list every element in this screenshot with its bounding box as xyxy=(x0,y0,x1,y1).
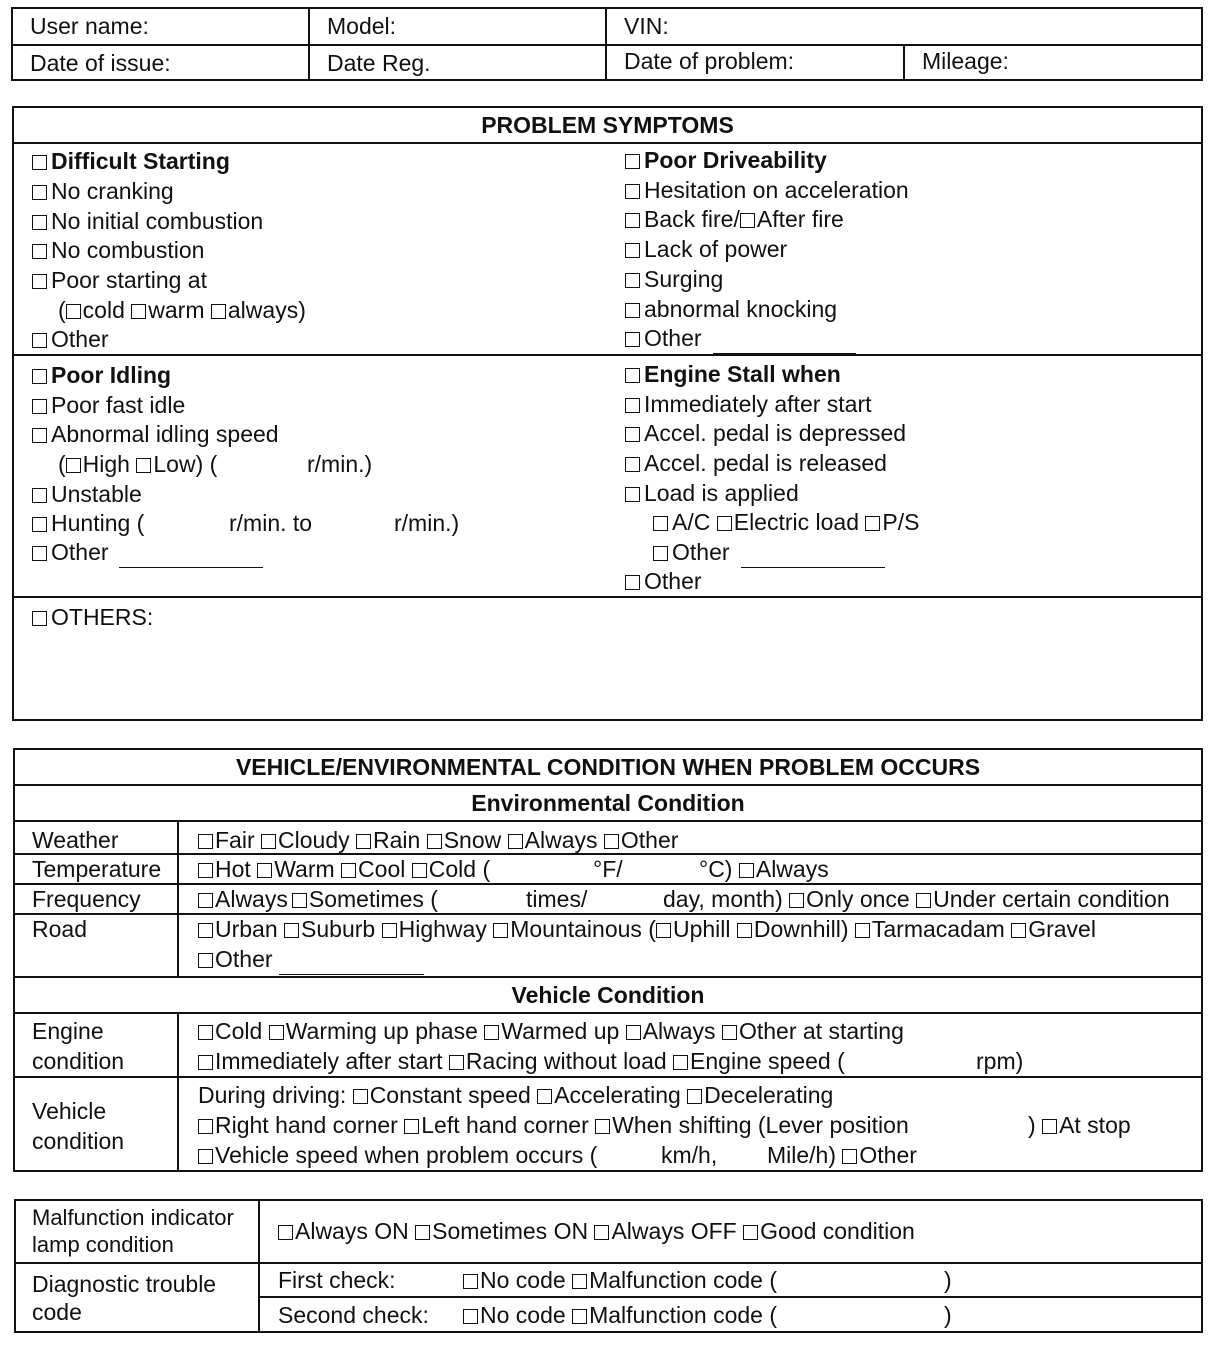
checkbox-icon xyxy=(653,546,668,561)
checkbox-label: Always xyxy=(642,1018,716,1044)
second-malfunction-code-checkbox[interactable] xyxy=(572,1309,587,1324)
poor-fast-idle-checkbox[interactable] xyxy=(32,394,185,417)
engine-racing-checkbox[interactable] xyxy=(449,1055,464,1070)
engine-stall-checkbox[interactable] xyxy=(625,363,841,386)
symptoms-title: PROBLEM SYMPTOMS xyxy=(481,112,734,138)
temperature-label: Temperature xyxy=(32,856,162,882)
checkbox-label: Cloudy xyxy=(278,827,350,853)
engine-rpm-unit: rpm) xyxy=(976,1048,1024,1074)
checkbox-label: Constant speed xyxy=(369,1082,531,1108)
checkbox-label: Engine speed ( xyxy=(690,1048,845,1074)
mil-label-1: Malfunction indicator xyxy=(32,1205,234,1230)
temp-always-checkbox[interactable] xyxy=(739,863,754,878)
checkbox-icon xyxy=(32,244,47,259)
checkbox-label: Under certain condition xyxy=(933,886,1170,912)
idle-high-low-row xyxy=(58,453,217,476)
checkbox-label: Other xyxy=(859,1142,917,1168)
checkbox-icon xyxy=(32,546,47,561)
other-underline[interactable] xyxy=(713,353,856,354)
checkbox-label: Sometimes ( xyxy=(308,886,438,912)
warm-checkbox[interactable] xyxy=(131,304,146,319)
checkbox-label: Accelerating xyxy=(554,1082,681,1108)
checkbox-label: Racing without load xyxy=(465,1048,667,1074)
freq-day-month-row xyxy=(663,888,1170,911)
divider xyxy=(903,44,905,81)
checkbox-label: Gravel xyxy=(1028,916,1096,942)
hunting-rmin-to: r/min. to xyxy=(229,510,313,536)
checkbox-label: A/C xyxy=(672,509,711,535)
freq-under-certain-checkbox[interactable] xyxy=(916,893,931,908)
right-corner-checkbox[interactable] xyxy=(198,1119,213,1134)
constant-speed-checkbox[interactable] xyxy=(353,1089,368,1104)
checkbox-label: Sometimes ON xyxy=(432,1218,589,1244)
checkbox-label: Downhill) xyxy=(753,916,849,942)
engine-always-checkbox[interactable] xyxy=(626,1025,641,1040)
checkbox-label: Decelerating xyxy=(704,1082,834,1108)
left-corner-checkbox[interactable] xyxy=(404,1119,419,1134)
back-fire-checkbox[interactable] xyxy=(625,213,640,228)
second-check-label: Second check: xyxy=(278,1302,429,1328)
checkbox-label: Cold xyxy=(215,1018,263,1044)
checkbox-label: Surging xyxy=(644,266,724,292)
vehicle-other-checkbox[interactable] xyxy=(842,1149,857,1164)
checkbox-label: Low) ( xyxy=(153,451,218,477)
checkbox-label: Other xyxy=(644,325,702,351)
back-fire-row xyxy=(625,208,844,231)
checkbox-icon xyxy=(32,517,47,532)
frequency-label: Frequency xyxy=(32,886,141,912)
checkbox-label: Cool xyxy=(358,856,406,882)
freq-times: times/ xyxy=(526,886,588,912)
poor-idling-checkbox[interactable] xyxy=(32,364,171,387)
temp-cool-checkbox[interactable] xyxy=(341,863,356,878)
divider xyxy=(14,1262,1203,1264)
model-field[interactable]: Model: xyxy=(327,13,397,39)
divider xyxy=(13,1076,1203,1078)
engine-options-row-1 xyxy=(198,1020,904,1043)
electric-load-checkbox[interactable] xyxy=(717,516,732,531)
checkbox-label: Good condition xyxy=(760,1218,915,1244)
checkbox-icon xyxy=(625,184,640,199)
engine-after-start-checkbox[interactable] xyxy=(198,1055,213,1070)
accel-released-checkbox[interactable] xyxy=(625,452,887,475)
temp-warm-checkbox[interactable] xyxy=(257,863,272,878)
paren: ( xyxy=(58,451,66,477)
vin-field[interactable]: VIN: xyxy=(624,13,669,39)
divider xyxy=(258,1199,260,1333)
vehicle-condition-label-2: condition xyxy=(32,1128,125,1154)
hesitation-checkbox[interactable] xyxy=(625,179,909,202)
hunting-rmin-end: r/min.) xyxy=(394,510,460,536)
checkbox-label: High xyxy=(82,451,130,477)
checkbox-label: Right hand corner xyxy=(215,1112,398,1138)
shift-close-paren: ) xyxy=(1028,1112,1036,1138)
road-uphill-checkbox[interactable] xyxy=(656,923,671,938)
checkbox-icon xyxy=(32,369,47,384)
mileh-row xyxy=(767,1144,917,1167)
lack-of-power-checkbox[interactable] xyxy=(625,238,787,261)
mileh-unit: Mile/h) xyxy=(767,1142,837,1168)
conditions-title: VEHICLE/ENVIRONMENTAL CONDITION WHEN PROBLEM OCCURS xyxy=(235,754,981,780)
weather-other-checkbox[interactable] xyxy=(604,834,619,849)
accel-depressed-checkbox[interactable] xyxy=(625,422,906,445)
checkbox-label: Always xyxy=(755,856,829,882)
divider xyxy=(13,784,1203,786)
first-close-paren: ) xyxy=(944,1267,952,1293)
checkbox-label: Warm xyxy=(274,856,335,882)
checkbox-label: Vehicle speed when problem occurs ( xyxy=(215,1142,598,1168)
checkbox-label: Other xyxy=(51,326,109,352)
no-combustion-checkbox[interactable] xyxy=(32,239,204,262)
checkbox-label: Suburb xyxy=(301,916,376,942)
stall-after-start-checkbox[interactable] xyxy=(625,393,872,416)
second-close-paren: ) xyxy=(944,1302,952,1328)
mil-options xyxy=(278,1220,915,1243)
road-gravel-checkbox[interactable] xyxy=(1011,923,1026,938)
temperature-options xyxy=(198,858,490,881)
checkbox-icon xyxy=(32,611,47,626)
checkbox-icon xyxy=(625,487,640,502)
checkbox-label: Immediately after start xyxy=(644,391,872,417)
idle-rpm-unit: r/min.) xyxy=(307,451,373,477)
dtc-label-2: code xyxy=(32,1299,82,1325)
vehicle-condition-label-1: Vehicle xyxy=(32,1098,107,1124)
freq-sometimes-checkbox[interactable] xyxy=(292,893,307,908)
checkbox-icon xyxy=(32,155,47,170)
good-condition-checkbox[interactable] xyxy=(743,1225,758,1240)
checkbox-label: Malfunction code ( xyxy=(589,1267,777,1293)
engine-condition-label-2: condition xyxy=(32,1048,125,1074)
poor-idling-heading: Poor Idling xyxy=(51,362,172,388)
poor-starting-options xyxy=(58,299,306,322)
first-check-options xyxy=(463,1269,777,1292)
paren: ( xyxy=(58,297,66,323)
checkbox-label: Lack of power xyxy=(644,236,788,262)
divider xyxy=(177,820,179,976)
engine-stall-heading: Engine Stall when xyxy=(644,361,841,387)
checkbox-label: Left hand corner xyxy=(421,1112,589,1138)
other-underline[interactable] xyxy=(279,974,424,975)
checkbox-icon xyxy=(198,1149,213,1164)
checkbox-label: Uphill xyxy=(672,916,731,942)
checkbox-label: Accel. pedal is depressed xyxy=(644,420,907,446)
divider xyxy=(12,596,1203,598)
divider xyxy=(177,1012,179,1172)
difficult-starting-checkbox[interactable] xyxy=(32,150,230,173)
date-of-issue-field[interactable]: Date of issue: xyxy=(30,50,171,76)
checkbox-label: Electric load xyxy=(733,509,860,535)
load-applied-checkbox[interactable] xyxy=(625,482,799,505)
no-initial-combustion-checkbox[interactable] xyxy=(32,210,263,233)
checkbox-label: Poor starting at xyxy=(51,267,207,293)
checkbox-label: Tarmacadam xyxy=(871,916,1005,942)
divider xyxy=(258,1296,1203,1298)
checkbox-label: Urban xyxy=(215,916,278,942)
checkbox-icon xyxy=(625,427,640,442)
checkbox-label: Immediately after start xyxy=(215,1048,443,1074)
engine-options-row-2 xyxy=(198,1050,845,1073)
checkbox-label: Fair xyxy=(215,827,255,853)
checkbox-label: Other xyxy=(620,827,679,853)
stall-other-checkbox[interactable] xyxy=(625,570,702,593)
divider xyxy=(13,976,1203,978)
engine-other-checkbox[interactable] xyxy=(722,1025,737,1040)
checkbox-label: No cranking xyxy=(51,178,174,204)
checkbox-icon xyxy=(32,333,47,348)
checkbox-icon xyxy=(625,368,640,383)
checkbox-icon xyxy=(32,399,47,414)
engine-condition-label-1: Engine xyxy=(32,1018,104,1044)
poor-starting-checkbox[interactable] xyxy=(32,269,207,292)
other-underline[interactable] xyxy=(119,567,263,568)
shift-close-row xyxy=(1028,1114,1131,1137)
mil-label-2: lamp condition xyxy=(32,1232,174,1257)
other-underline[interactable] xyxy=(741,567,885,568)
road-options xyxy=(198,918,1096,941)
dtc-label-1: Diagnostic trouble xyxy=(32,1271,217,1297)
checkbox-label: Always xyxy=(524,827,598,853)
divider xyxy=(11,44,1203,46)
checkbox-label: When shifting (Lever position xyxy=(612,1112,909,1138)
date-reg-field[interactable]: Date Reg. xyxy=(327,50,431,76)
checkbox-label: Other xyxy=(215,946,273,972)
checkbox-label: Hot xyxy=(215,856,251,882)
weather-options xyxy=(198,829,678,852)
checkbox-label: No code xyxy=(480,1267,566,1293)
checkbox-label: Hunting ( xyxy=(51,510,145,536)
checkbox-label: Accel. pedal is released xyxy=(644,450,887,476)
accelerating-checkbox[interactable] xyxy=(537,1089,552,1104)
poor-driveability-heading: Poor Driveability xyxy=(644,147,827,173)
abnormal-idling-checkbox[interactable] xyxy=(32,423,279,446)
vehicle-speed-checkbox[interactable] xyxy=(198,1144,597,1167)
checkbox-label: Always xyxy=(215,886,288,912)
checkbox-label: always xyxy=(227,297,299,323)
checkbox-icon xyxy=(625,575,640,590)
checkbox-label: abnormal knocking xyxy=(644,296,838,322)
first-malfunction-code-checkbox[interactable] xyxy=(572,1274,587,1289)
checkbox-label: P/S xyxy=(882,509,920,535)
engine-cold-checkbox[interactable] xyxy=(198,1025,213,1040)
paren: ) xyxy=(298,297,306,323)
difficult-starting-heading: Difficult Starting xyxy=(51,148,230,174)
checkbox-label: Highway xyxy=(398,916,487,942)
checkbox-label: Cold ( xyxy=(428,856,491,882)
load-type-row xyxy=(653,511,919,534)
poor-driveability-checkbox[interactable] xyxy=(625,149,827,172)
road-urban-checkbox[interactable] xyxy=(198,923,213,938)
checkbox-label: No initial combustion xyxy=(51,208,264,234)
checkbox-label: Hesitation on acceleration xyxy=(644,177,909,203)
freq-day-month: day, month) xyxy=(663,886,783,912)
environmental-title: Environmental Condition xyxy=(471,790,745,816)
weather-cloudy-checkbox[interactable] xyxy=(261,834,276,849)
checkbox-icon xyxy=(32,428,47,443)
divider xyxy=(13,853,1203,855)
ps-checkbox[interactable] xyxy=(865,516,880,531)
checkbox-label: Back fire/ xyxy=(644,206,740,232)
checkbox-label: Rain xyxy=(373,827,421,853)
load-other-checkbox[interactable] xyxy=(653,541,730,564)
sometimes-on-checkbox[interactable] xyxy=(415,1225,430,1240)
starting-other-checkbox[interactable] xyxy=(32,328,109,351)
checkbox-label: Always ON xyxy=(295,1218,409,1244)
checkbox-label: cold xyxy=(82,297,125,323)
vehicle-options-row-1 xyxy=(198,1084,833,1107)
first-check-label: First check: xyxy=(278,1267,396,1293)
second-check-options xyxy=(463,1304,777,1327)
road-other-checkbox[interactable] xyxy=(198,948,273,971)
checkbox-label: No code xyxy=(480,1302,566,1328)
engine-warming-up-checkbox[interactable] xyxy=(269,1025,284,1040)
checkbox-label: Other xyxy=(51,539,109,565)
checkbox-icon xyxy=(625,398,640,413)
cold-checkbox[interactable] xyxy=(66,304,81,319)
checkbox-label: No combustion xyxy=(51,237,205,263)
divider xyxy=(13,820,1203,822)
freq-only-once-checkbox[interactable] xyxy=(789,893,804,908)
always-checkbox[interactable] xyxy=(211,304,226,319)
no-cranking-checkbox[interactable] xyxy=(32,180,174,203)
checkbox-label: Mountainous ( xyxy=(510,916,656,942)
decelerating-checkbox[interactable] xyxy=(687,1089,702,1104)
checkbox-label: Other xyxy=(672,539,730,565)
checkbox-label: Only once xyxy=(806,886,910,912)
road-downhill-checkbox[interactable] xyxy=(737,923,752,938)
checkbox-label: Warmed up xyxy=(501,1018,620,1044)
checkbox-icon xyxy=(625,273,640,288)
road-suburb-checkbox[interactable] xyxy=(284,923,299,938)
divider xyxy=(13,1012,1203,1014)
others-checkbox[interactable] xyxy=(32,606,153,629)
hunting-checkbox[interactable] xyxy=(32,512,144,535)
checkbox-label: Unstable xyxy=(51,481,142,507)
high-checkbox[interactable] xyxy=(66,458,81,473)
divider xyxy=(13,913,1203,915)
checkbox-icon xyxy=(32,215,47,230)
checkbox-icon xyxy=(625,332,640,347)
checkbox-label: Other at starting xyxy=(738,1018,904,1044)
freq-always-checkbox[interactable] xyxy=(198,893,213,908)
user-name-field[interactable]: User name: xyxy=(30,13,149,39)
temp-f-unit: °F/ xyxy=(593,856,623,882)
weather-fair-checkbox[interactable] xyxy=(198,834,213,849)
first-no-code-checkbox[interactable] xyxy=(463,1274,478,1289)
weather-label: Weather xyxy=(32,827,119,853)
low-checkbox[interactable] xyxy=(136,458,151,473)
abnormal-knocking-checkbox[interactable] xyxy=(625,298,837,321)
weather-snow-checkbox[interactable] xyxy=(427,834,442,849)
engine-speed-checkbox[interactable] xyxy=(673,1055,688,1070)
weather-rain-checkbox[interactable] xyxy=(356,834,371,849)
temp-hot-checkbox[interactable] xyxy=(198,863,213,878)
checkbox-label: Warming up phase xyxy=(285,1018,478,1044)
temp-c-unit: °C) xyxy=(699,856,733,882)
frequency-options xyxy=(198,888,438,911)
unstable-checkbox[interactable] xyxy=(32,483,142,506)
checkbox-icon xyxy=(625,243,640,258)
checkbox-icon xyxy=(198,953,213,968)
checkbox-label: Load is applied xyxy=(644,480,799,506)
engine-warmed-up-checkbox[interactable] xyxy=(484,1025,499,1040)
surging-checkbox[interactable] xyxy=(625,268,723,291)
second-no-code-checkbox[interactable] xyxy=(463,1309,478,1324)
date-of-problem-field[interactable]: Date of problem: xyxy=(624,48,795,74)
checkbox-icon xyxy=(32,274,47,289)
always-on-checkbox[interactable] xyxy=(278,1225,293,1240)
checkbox-label: OTHERS: xyxy=(51,604,154,630)
temp-cold-checkbox[interactable] xyxy=(412,863,427,878)
divider xyxy=(12,142,1203,144)
checkbox-label: Snow xyxy=(443,827,502,853)
at-stop-checkbox[interactable] xyxy=(1042,1119,1057,1134)
divider xyxy=(308,7,310,81)
road-mountainous-checkbox[interactable] xyxy=(493,923,508,938)
checkbox-label: Poor fast idle xyxy=(51,392,186,418)
road-label: Road xyxy=(32,916,87,942)
checkbox-icon xyxy=(32,488,47,503)
checkbox-label: Abnormal idling speed xyxy=(51,421,279,447)
during-driving-label: During driving: xyxy=(198,1082,347,1108)
problem-symptoms-box xyxy=(12,106,1203,721)
temp-c-row xyxy=(699,858,829,881)
idling-other-checkbox[interactable] xyxy=(32,541,109,564)
driveability-other-checkbox[interactable] xyxy=(625,327,702,350)
other-underline[interactable] xyxy=(119,354,263,355)
ac-checkbox[interactable] xyxy=(653,516,668,531)
checkbox-label: After fire xyxy=(756,206,844,232)
checkbox-label: Malfunction code ( xyxy=(589,1302,777,1328)
after-fire-checkbox[interactable] xyxy=(740,213,755,228)
when-shifting-checkbox[interactable] xyxy=(595,1119,610,1134)
road-tarmacadam-checkbox[interactable] xyxy=(855,923,870,938)
checkbox-icon xyxy=(625,303,640,318)
always-off-checkbox[interactable] xyxy=(594,1225,609,1240)
checkbox-icon xyxy=(625,154,640,169)
vehicle-options-row-2 xyxy=(198,1114,909,1137)
road-highway-checkbox[interactable] xyxy=(382,923,397,938)
mileage-field[interactable]: Mileage: xyxy=(922,48,1009,74)
divider xyxy=(13,883,1203,885)
weather-always-checkbox[interactable] xyxy=(508,834,523,849)
vehicle-condition-title: Vehicle Condition xyxy=(511,982,705,1008)
checkbox-icon xyxy=(625,457,640,472)
divider xyxy=(605,7,607,81)
checkbox-label: Other xyxy=(644,568,702,594)
kmh-unit: km/h, xyxy=(661,1142,718,1168)
checkbox-icon xyxy=(32,185,47,200)
checkbox-label: At stop xyxy=(1059,1112,1131,1138)
checkbox-label: warm xyxy=(148,297,205,323)
checkbox-label: Always OFF xyxy=(611,1218,737,1244)
